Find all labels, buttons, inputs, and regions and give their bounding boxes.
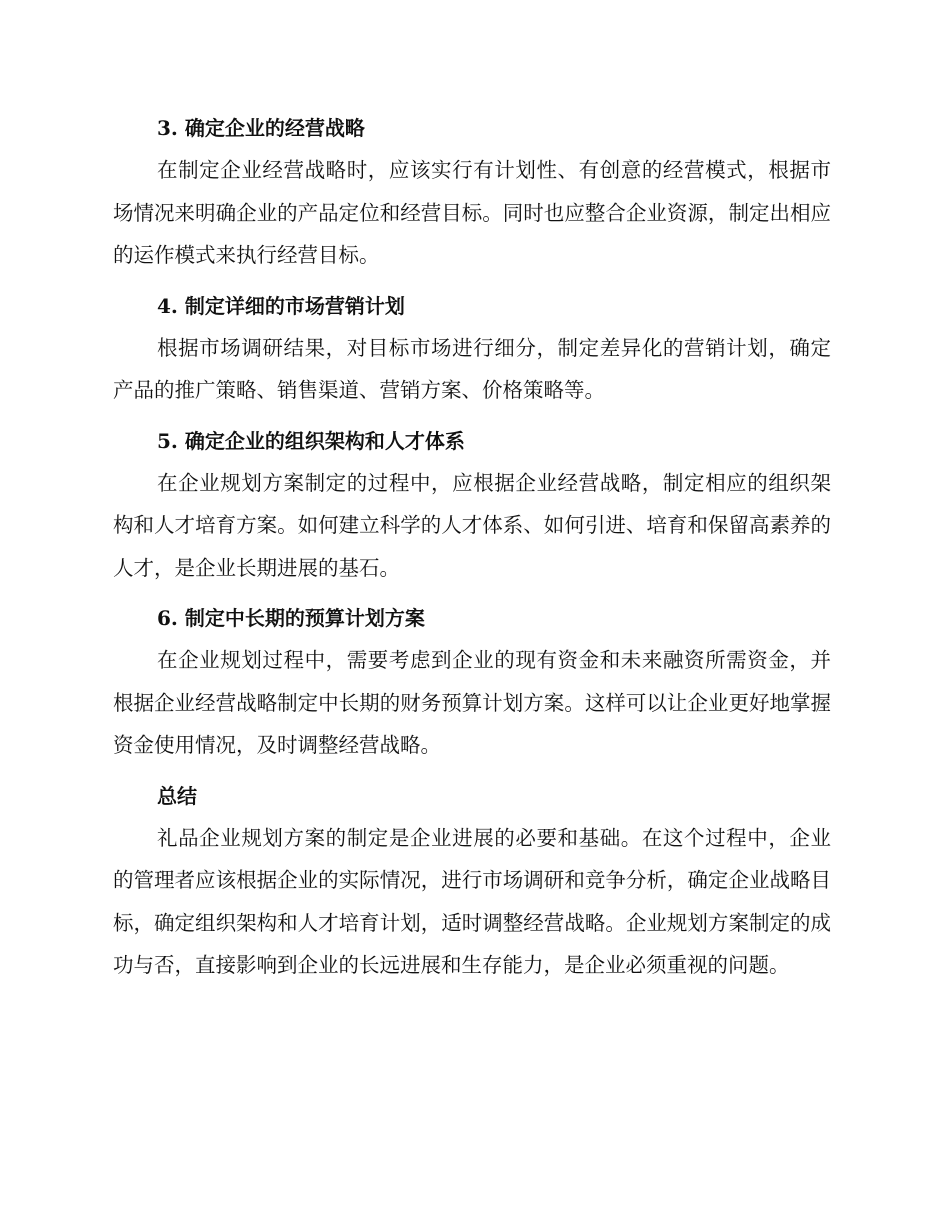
section-heading-5: 5. 确定企业的组织架构和人才体系 <box>157 428 465 453</box>
section-heading-6: 6. 制定中长期的预算计划方案 <box>157 606 425 630</box>
section-paragraph-6: 在企业规划过程中，需要考虑到企业的现有资金和未来融资所需资金，并根据企业经营战略制定中长期的财务预算计划方案。这样可以让企业更好地掌握资金使用情况，及时调整经营战略。 <box>113 648 831 757</box>
section-paragraph-4: 根据市场调研结果，对目标市场进行细分，制定差异化的营销计划，确定产品的推广策略、销售渠道、营销方案、价格策略等。 <box>113 335 831 402</box>
section-paragraph-3: 在制定企业经营战略时，应该实行有计划性、有创意的经营模式，根据市场情况来明确企业的产品定位和经营目标。同时也应整合企业资源，制定出相应的运作模式来执行经营目标。 <box>113 158 831 267</box>
section-paragraph-5: 在企业规划方案制定的过程中，应根据企业经营战略，制定相应的组织架构和人才培育方案。如何建立科学的人才体系、如何引进、培育和保留高素养的人才，是企业长期进展的基石。 <box>113 470 831 580</box>
document-body <box>113 107 831 995</box>
summary-heading: 总结 <box>157 783 197 808</box>
section-heading-3: 3. 确定企业的经营战略 <box>157 116 365 140</box>
summary-paragraph: 礼品企业规划方案的制定是企业进展的必要和基础。在这个过程中，企业的管理者应该根据企业的实际情况，进行市场调研和竞争分析，确定企业战略目标，确定组织架构和人才培育计划，适时调整经营战略。企业规划方案制定的成功与否，直接影响到企业的长远进展和生存能力，是企业必须重视的问题。 <box>113 825 831 977</box>
section-heading-4: 4. 制定详细的市场营销计划 <box>157 293 405 318</box>
